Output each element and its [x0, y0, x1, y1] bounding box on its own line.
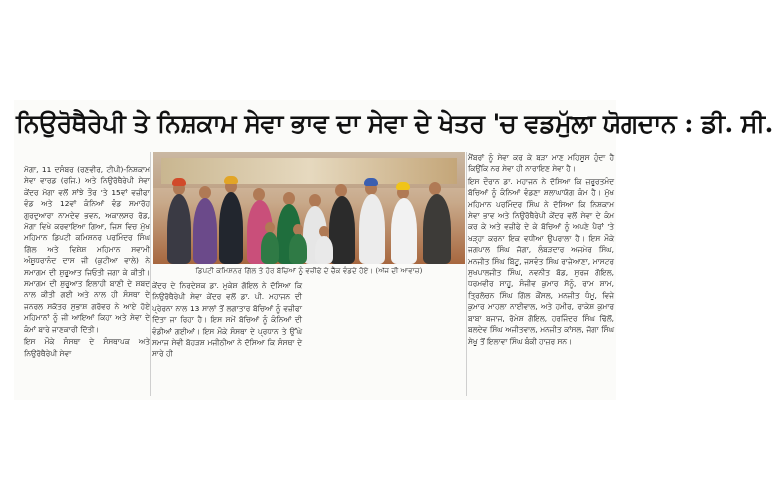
photo-child-body [315, 236, 333, 264]
photo-caption: ਡਿਪਟੀ ਕਮਿਸ਼ਨਰ ਗਿੱਲ ਤੇ ਹੋਰ ਬੱਚਿਆਂ ਨੂੰ ਵਜ਼ੀਫੇ ਦੇ ਚੈੱਕ ਵੰਡਦੇ ਹੋਏ। (ਅੱਜ ਦੀ ਆਵਾਜ਼) [195, 266, 423, 275]
photo-turban [364, 178, 378, 186]
photo-person [429, 182, 441, 195]
photo-person-body [193, 198, 217, 264]
article-paragraph: ਮੋਗਾ, 11 ਦਸੰਬਰ (ਰਣਵੀਰ, ਟੀਪੀ)-ਨਿਸ਼ਕਾਮ ਸੇਵਾ ਵਾਰਡ (ਰਜਿ.) ਅਤੇ ਨਿਉਰੋਥੈਰੇਪੀ ਸੇਵਾ ਕੇਂਦਰ ਮੋਗਾ ਵਲੋਂ ਸਾਂਝੇ ਤੌਰ 'ਤੇ 15ਵਾਂ ਵਜ਼ੀਫਾ ਵੰਡ ਅਤੇ 12ਵਾਂ ਕੰਨਿਆਂ ਵੰਡ ਸਮਾਰੋਹ ਗੁਰਦੁਆਰਾ ਨਾਮਦੇਵ ਭਵਨ, ਅਕਾਲਸਰ ਰੋਡ, ਮੋਗਾ ਵਿਖੇ ਕਰਵਾਇਆ ਗਿਆ, ਜਿਸ ਵਿਚ ਮੁੱਖ ਮਹਿਮਾਨ ਡਿਪਟੀ ਕਮਿਸ਼ਨਰ ਪਰਮਿੰਦਰ ਸਿੰਘ ਗਿੱਲ ਅਤੇ ਵਿਸ਼ੇਸ਼ ਮਹਿਮਾਨ ਸਵਾਮੀ ਅੰਸ਼ੂਧਰਾਨੰਦ ਦਾਸ ਜੀ (ਕੁਟੀਆ ਵਾਲੇ) ਨੇ ਸਮਾਗਮ ਦੀ ਸ਼ੁਰੂਆਤ ਜਿਓਤੀ ਜਗਾ ਕੇ ਕੀਤੀ। ਸਮਾਗਮ ਦੀ ਸ਼ੁਰੂਆਤ ਇਲਾਹੀ ਬਾਣੀ ਦੇ ਸ਼ਬਦ ਨਾਲ ਕੀਤੀ ਗਈ ਅਤੇ ਨਾਲ ਹੀ ਸੰਸਥਾ ਦੇ ਜਨਰਲ ਸਕੱਤਰ ਸੁਭਾਸ਼ ਗਰੋਵਰ ਨੇ ਆਏ ਹੋਏ ਮਹਿਮਾਨਾਂ ਨੂੰ ਜੀ ਆਇਆਂ ਕਿਹਾ ਅਤੇ ਸੇਵਾ ਦੇ ਕੰਮਾਂ ਬਾਰੇ ਜਾਣਕਾਰੀ ਦਿੱਤੀ। [24, 165, 150, 334]
event-photo [153, 152, 465, 264]
photo-person-body [167, 194, 191, 264]
article-paragraph: ਇਸ ਮੌਕੇ ਸੰਸਥਾ ਦੇ ਸੰਸਥਾਪਕ ਅਤੇ ਨਿਉਰੋਥੈਰੇਪੀ ਸੇਵਾ [24, 337, 150, 358]
article-column-right [468, 152, 614, 348]
photo-child-body [289, 234, 307, 264]
photo-turban [224, 176, 238, 184]
article-paragraph: ਮੈਂਬਰਾਂ ਨੂੰ ਸੇਵਾ ਕਰ ਕੇ ਬੜਾ ਮਾਣ ਮਹਿਸੂਸ ਹੁੰਦਾ ਹੈ ਕਿਉਂਕਿ ਨਰ ਸੇਵਾ ਹੀ ਨਾਰਾਇਣ ਸੇਵਾ ਹੈ। [468, 153, 614, 174]
photo-person-body [391, 198, 417, 264]
photo-person-body [423, 194, 451, 264]
photo-turban [172, 178, 186, 186]
column-divider [150, 152, 151, 396]
photo-child-body [261, 232, 279, 264]
photo-turban [396, 182, 410, 190]
article-paragraph: ਇਸ ਦੌਰਾਨ ਡਾ. ਮਹਾਜਨ ਨੇ ਦੱਸਿਆ ਕਿ ਜ਼ਰੂਰਤਮੰਦ ਬੱਚਿਆਂ ਨੂੰ ਕੰਨਿਆਂ ਵੰਡਣਾ ਸ਼ਲਾਘਾਯੋਗ ਕੰਮ ਹੈ। ਮੁੱਖ ਮਹਿਮਾਨ ਪਰਮਿੰਦਰ ਸਿੰਘ ਨੇ ਦੱਸਿਆ ਕਿ ਨਿਸ਼ਕਾਮ ਸੇਵਾ ਭਾਵ ਅਤੇ ਨਿਉਰੋਥੈਰੇਪੀ ਕੇਂਦਰ ਵਲੋਂ ਸੇਵਾ ਦੇ ਕੰਮ ਕਰ ਕੇ ਅਤੇ ਵਜ਼ੀਫੇ ਦੇ ਕੇ ਬੱਚਿਆਂ ਨੂੰ ਅਪਣੇ ਪੈਰਾਂ 'ਤੇ ਖੜ੍ਹਾ ਕਰਨਾ ਇਕ ਵਧੀਆ ਉਪਰਾਲਾ ਹੈ। ਇਸ ਮੌਕੇ ਜਗਪਾਲ ਸਿੰਘ ਜੱਗਾ, ਲੰਬੜਦਾਰ ਅਜਮੇਰ ਸਿੰਘ, ਮਨਜੀਤ ਸਿੰਘ ਬਿੱਟੂ, ਜਸਵੰਤ ਸਿੰਘ ਰਾਜੇਆਣਾ, ਮਾਸਟਰ ਸੁਖਪਾਲਜੀਤ ਸਿੰਘ, ਨਵਨੀਤ ਬੱਡ, ਸੁਰਜ ਗੋਇਲ, ਧਰਮਵੀਰ ਸਾਹੂ, ਸੰਜੀਵ ਕੁਮਾਰ ਸੋਨੂੰ, ਰਾਮ ਸ਼ਾਮ, ਤ੍ਰਿਲੋਚਨ ਸਿੰਘ ਗਿੱਲ ਕੌਂਸਲ, ਮਨਜੀਤ ਧੰਮੂ, ਵਿਜੇ ਕੁਮਾਰ ਮਾਹਲਾ ਨਾਈਵਾਲ, ਅਤੇ ਹਮੀਰ, ਰਾਕੇਸ਼ ਕੁਮਾਰ ਬਾਬਾ ਬਜਾਜ, ਰੋਮੇਸ਼ ਗੋਇਲ, ਹਰਜਿੰਦਰ ਸਿੰਘ ਢਿੱਲੋਂ, ਬਲਦੇਵ ਸਿੰਘ ਅਜੀਤਵਾਲ, ਮਨਜੀਤ ਕਾਂਸਲ, ਜੋਗਾ ਸਿੰਘ ਸੇਖੂ ਤੋਂ ਇਲਾਵਾ ਸਿੰਘ ਬੰਕੀ ਹਾਜ਼ਰ ਸਨ। [468, 176, 614, 346]
photo-person-body [359, 194, 385, 264]
article-paragraph: ਕੇਂਦਰ ਦੇ ਨਿਰਦੇਸ਼ਕ ਡਾ. ਮੁਕੇਸ਼ ਗੋਇਲ ਨੇ ਦੱਸਿਆ ਕਿ ਨਿਉਰੋਥੈਰੇਪੀ ਸੇਵਾ ਕੇਂਦਰ ਵਲੋਂ ਡਾ. ਪੀ. ਮਹਾਜਨ ਦੀ ਪ੍ਰੇਰਨਾ ਨਾਲ 13 ਸਾਲਾਂ ਤੋਂ ਲਗਾਤਾਰ ਬੱਚਿਆਂ ਨੂੰ ਵਜ਼ੀਫਾ ਦਿੱਤਾ ਜਾ ਰਿਹਾ ਹੈ। ਇਸ ਸਮੇਂ ਬੱਚਿਆਂ ਨੂੰ ਕੰਨਿਆਂ ਦੀ ਵੰਡੀਆਂ ਗਈਆਂ। ਇਸ ਮੌਕੇ ਸੰਸਥਾ ਦੇ ਪ੍ਰਧਾਨ ਤੇ ਉੱਘੇ ਸਮਾਜ ਸੇਵੀ ਬੋਹੜਸ਼ ਮਜੀਠੀਆ ਨੇ ਦੱਸਿਆ ਕਿ ਸੰਸਥਾ ਦੇ ਸਾਰੇ ਹੀ [152, 281, 302, 359]
article-column-left [24, 164, 150, 360]
photo-person-body [219, 192, 243, 264]
column-divider [466, 152, 467, 396]
photo-banner [161, 158, 457, 184]
article-headline: ਨਿਉਰੋਥੈਰੇਪੀ ਤੇ ਨਿਸ਼ਕਾਮ ਸੇਵਾ ਭਾਵ ਦਾ ਸੇਵਾ ਦੇ ਖੇਤਰ 'ਚ ਵਡਮੁੱਲਾ ਯੋਗਦਾਨ : ਡੀ. ਸੀ. [16, 109, 773, 138]
